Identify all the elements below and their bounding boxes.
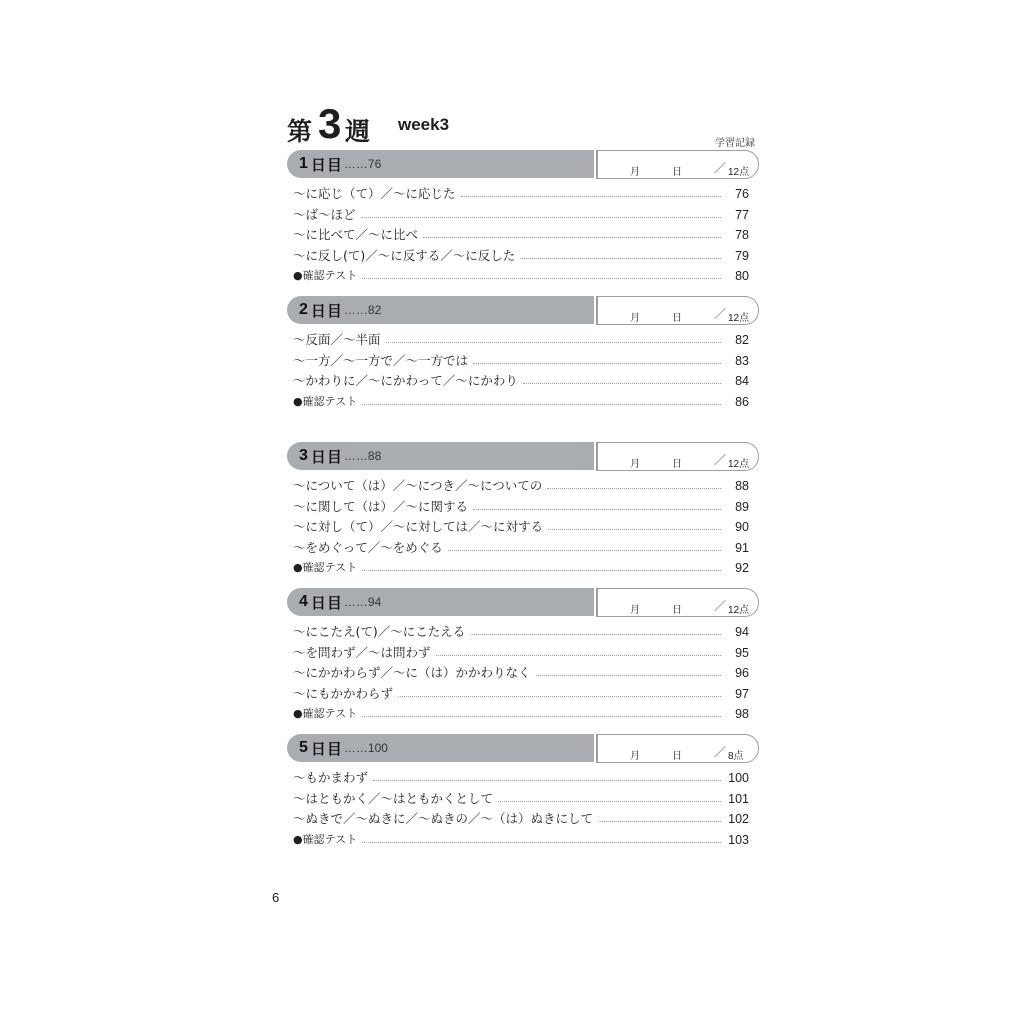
study-record-box [596,442,759,471]
entry-page-number: 79 [735,248,749,263]
dotted-leader [498,792,721,802]
entry-title: ～について（は）／～につき／～についての [293,478,543,493]
day-title-bar [287,588,594,616]
record-max-score: 12点 [728,605,750,616]
entry-list [287,479,759,582]
day-section [287,296,759,415]
dotted-leader [473,500,721,510]
dotted-leader [473,354,721,364]
study-record-box [596,734,759,763]
entry-title: ～もかまわず [293,770,369,785]
day-label: 日目 [310,739,343,758]
entry-page-number: 96 [735,666,749,681]
day-number: 3 [299,447,308,464]
record-day-label: 日 [672,751,682,762]
day-header [287,588,759,616]
quiz-entry [287,561,759,582]
day-start-page: ……88 [343,449,382,463]
entry-page-number: 94 [735,625,749,639]
quiz-entry [287,833,759,854]
grammar-entry [287,479,759,500]
entry-title: ～を問わず／～は問わず [293,644,431,660]
study-record-box [596,296,759,325]
entry-list [287,625,759,728]
entry-title: ●確認テスト [293,707,358,721]
entry-title: ～かわりに／～にかわって／～にかわり [293,373,518,389]
day-start-page: ……94 [343,595,382,609]
grammar-entry [287,187,759,208]
grammar-entry [287,520,759,541]
week-title-suffix: 週 [345,117,371,146]
dotted-leader [362,707,721,717]
entry-title: ～ば～ほど [293,206,356,222]
entry-title: ～に反し(て)／～に反する／～に反した [293,247,516,263]
day-header [287,150,759,178]
entry-page-number: 97 [735,686,749,701]
record-day-label: 日 [672,167,682,178]
entry-title: ●確認テスト [293,832,358,846]
entry-title: ●確認テスト [293,269,358,283]
grammar-entry [287,354,759,375]
record-month-label: 月 [630,313,640,324]
record-max-score: 12点 [728,167,750,178]
day-header [287,296,759,324]
entry-title: ～ぬきで／～ぬきに／～ぬきの／～（は）ぬきにして [293,811,594,827]
study-record-label: 学習記録 [715,138,755,149]
entry-page-number: 78 [735,228,749,243]
day-title-bar [287,734,594,762]
page-header [287,100,757,149]
dotted-leader [520,249,721,259]
entry-page-number: 76 [735,187,749,201]
dotted-leader [547,479,721,489]
entry-page-number: 84 [735,374,749,389]
dotted-leader [536,666,721,676]
dotted-leader [598,812,721,822]
entry-page-number: 95 [735,645,749,660]
record-max-score: 12点 [728,459,750,470]
entry-page-number: 90 [735,520,749,535]
dotted-leader [423,228,721,238]
grammar-entry [287,687,759,708]
entry-page-number: 83 [735,353,749,368]
entry-page-number: 80 [735,269,749,284]
grammar-entry [287,208,759,229]
grammar-entry [287,812,759,833]
day-label: 日目 [310,301,343,320]
dotted-leader [461,187,721,197]
dotted-leader [398,687,721,697]
record-slash: ／ [714,599,727,613]
entry-page-number: 92 [735,561,749,576]
week-title-english: week3 [398,115,450,134]
day-label: 日目 [310,593,343,612]
day-section [287,442,759,582]
entry-list [287,333,759,415]
week-title-number: 3 [318,100,342,147]
entry-title: ～はともかく／～はともかくとして [293,790,494,806]
grammar-entry [287,541,759,562]
entry-page-number: 101 [728,791,749,806]
record-max-score: 8点 [728,751,744,762]
entry-page-number: 103 [728,832,749,847]
entry-list [287,187,759,290]
entry-title: ～反面／～半面 [293,332,381,347]
study-record-box [596,588,759,617]
day-label: 日目 [310,155,343,174]
record-month-label: 月 [630,751,640,762]
day-title-bar [287,296,594,324]
dotted-leader [470,625,721,635]
entry-title: ～をめぐって／～をめぐる [293,539,443,555]
day-number: 4 [299,593,308,610]
day-start-page: ……82 [343,303,382,317]
entry-page-number: 91 [735,540,749,555]
entry-title: ～に比べて／～に比べ [293,227,419,243]
record-day-label: 日 [672,459,682,470]
dotted-leader [386,333,721,343]
day-title-bar [287,150,594,178]
grammar-entry [287,771,759,792]
grammar-entry [287,666,759,687]
quiz-entry [287,269,759,290]
day-number: 5 [299,739,308,756]
record-slash: ／ [714,745,727,759]
dotted-leader [436,646,721,656]
grammar-entry [287,792,759,813]
day-section [287,588,759,728]
entry-page-number: 77 [735,207,749,222]
week-title-prefix: 第 [287,117,313,146]
quiz-entry [287,395,759,416]
entry-page-number: 102 [728,812,749,827]
record-day-label: 日 [672,605,682,616]
quiz-entry [287,707,759,728]
entry-list [287,771,759,853]
dotted-leader [362,395,721,405]
record-max-score: 12点 [728,313,750,324]
record-month-label: 月 [630,459,640,470]
entry-title: ～にもかかわらず [293,685,394,701]
entry-page-number: 88 [735,479,749,493]
grammar-entry [287,249,759,270]
day-header [287,734,759,762]
grammar-entry [287,625,759,646]
entry-page-number: 82 [735,333,749,347]
dotted-leader [448,541,721,551]
dotted-leader [361,208,721,218]
grammar-entry [287,646,759,667]
entry-page-number: 100 [728,771,749,785]
record-slash: ／ [714,307,727,321]
entry-title: ～に対し（て）／～に対しては／～に対する [293,519,544,535]
grammar-entry [287,374,759,395]
dotted-leader [362,269,721,279]
day-section [287,734,759,853]
dotted-leader [548,520,721,530]
day-title-bar [287,442,594,470]
day-number: 1 [299,155,308,172]
grammar-entry [287,333,759,354]
day-section [287,150,759,290]
entry-title: ●確認テスト [293,561,358,575]
dotted-leader [362,833,721,843]
entry-title: ～に応じ（て）／～に応じた [293,186,456,201]
entry-title: ●確認テスト [293,394,358,408]
page-number: 6 [272,890,280,905]
record-slash: ／ [714,453,727,467]
study-record-box [596,150,759,179]
day-header [287,442,759,470]
dotted-leader [362,561,721,571]
entry-page-number: 86 [735,394,749,409]
dotted-leader [373,771,721,781]
entry-title: ～に関して（は）／～に関する [293,498,469,514]
record-slash: ／ [714,161,727,175]
dotted-leader [523,374,721,384]
entry-title: ～一方／～一方で／～一方では [293,352,469,368]
day-start-page: ……76 [343,157,382,171]
day-label: 日目 [310,447,343,466]
entry-title: ～にかかわらず／～に（は）かかわりなく [293,665,531,681]
grammar-entry [287,500,759,521]
record-day-label: 日 [672,313,682,324]
record-month-label: 月 [630,167,640,178]
day-number: 2 [299,301,308,318]
day-start-page: ……100 [343,741,388,755]
entry-title: ～にこたえ(て)／～にこたえる [293,624,466,639]
grammar-entry [287,228,759,249]
record-month-label: 月 [630,605,640,616]
entry-page-number: 98 [735,707,749,722]
entry-page-number: 89 [735,499,749,514]
